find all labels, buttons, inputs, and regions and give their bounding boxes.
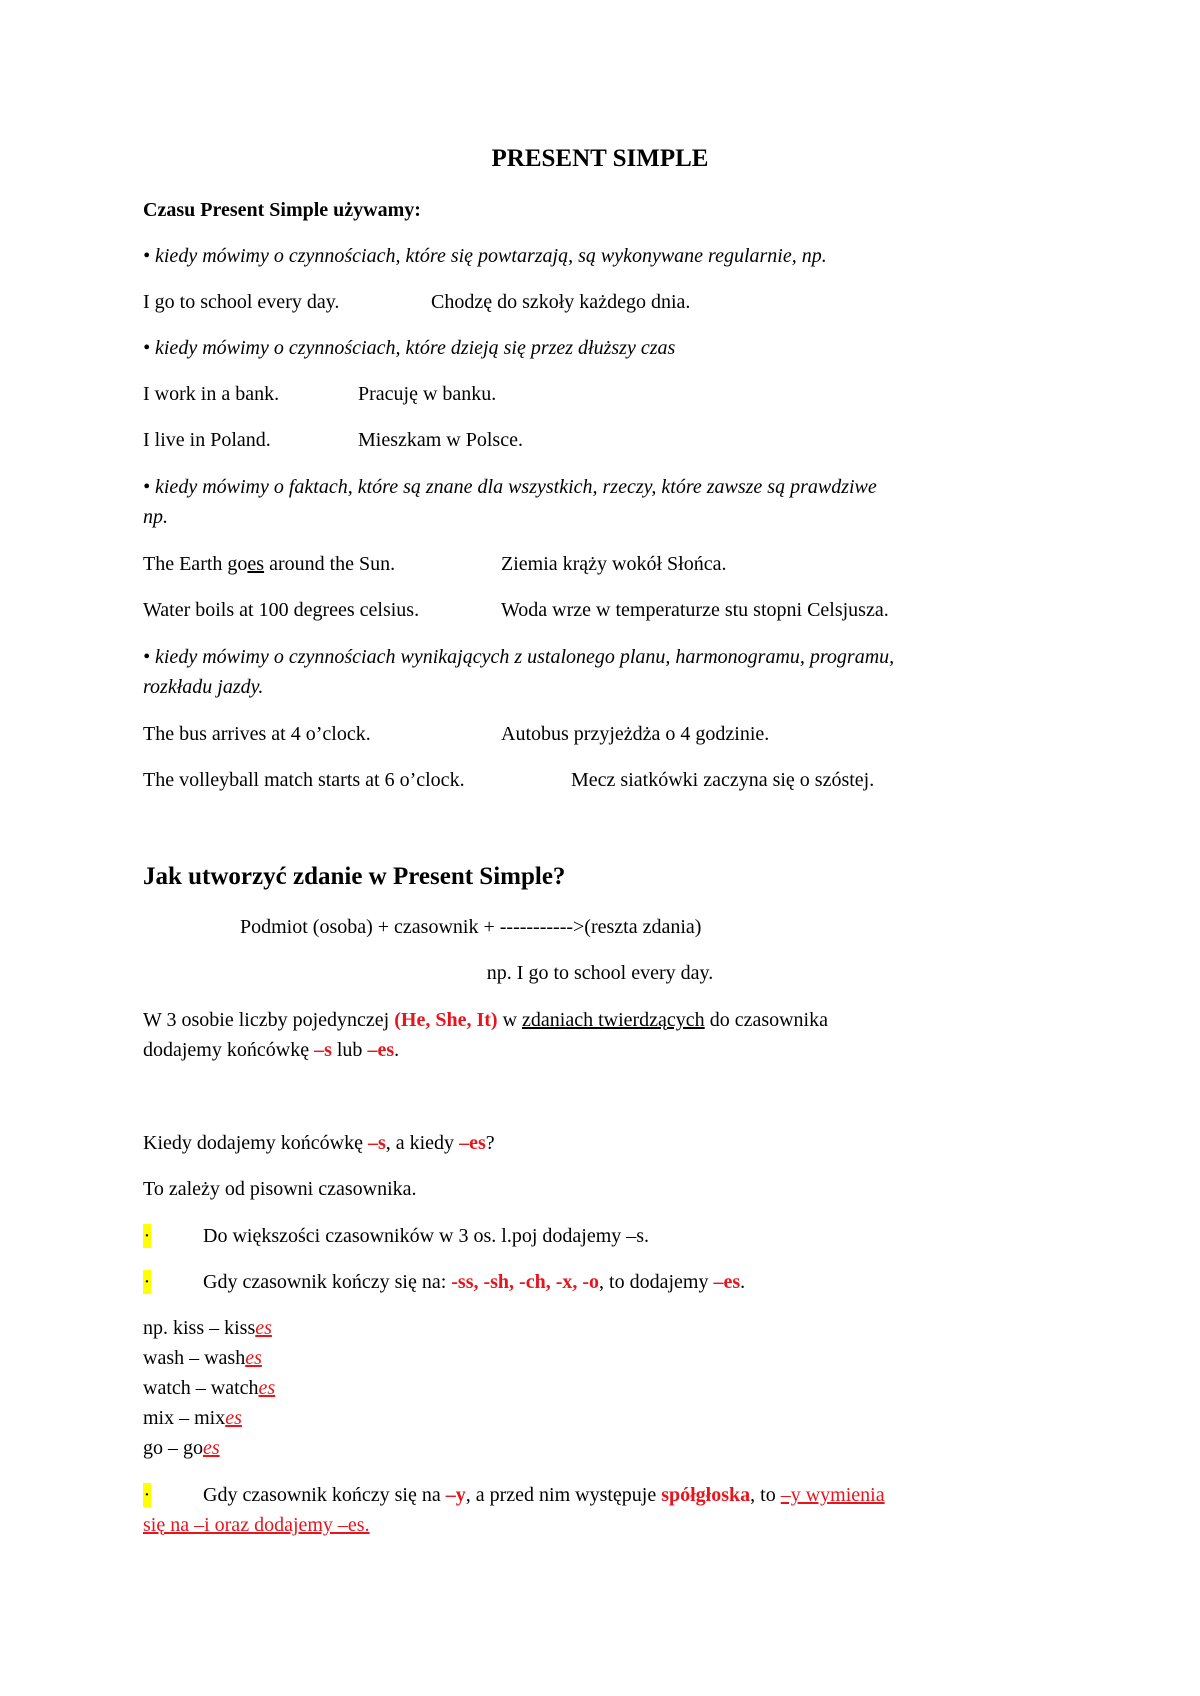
example-en (143, 553, 395, 575)
example-en: Water boils at 100 degrees celsius. (143, 599, 420, 621)
text: . (394, 1039, 400, 1061)
verb-base: go – go (143, 1437, 203, 1459)
usage-3-line-1: • kiedy mówimy o faktach, które są znane dla wszystkich, rzeczy, które zawsze są prawdziwe (143, 476, 877, 498)
bullet-3-line-2: się na –i oraz dodajemy –es. (143, 1514, 370, 1536)
example-verb-row (143, 1346, 262, 1370)
verb-suffix: es (203, 1437, 220, 1459)
verb-suffix: es (258, 1377, 276, 1399)
example-row-3b (143, 598, 889, 622)
usage-4-line-1: • kiedy mówimy o czynnościach wynikających z ustalonego planu, harmonogramu, programu, (143, 646, 895, 668)
text: do czasownika (704, 1009, 828, 1031)
text: lub (331, 1039, 368, 1061)
example-pl: Mieszkam w Polsce. (358, 429, 523, 451)
bullet-2 (143, 1270, 746, 1294)
example-row-1 (143, 290, 691, 314)
example-verb-row (143, 1436, 220, 1460)
consonant-word: spółgłoska (661, 1484, 751, 1506)
text: The Earth go (143, 553, 248, 575)
suffix-es: –es (367, 1039, 395, 1061)
verb-base: np. kiss – kiss (143, 1317, 256, 1339)
example-en: I live in Poland. (143, 429, 271, 451)
pronouns: (He, She, It) (394, 1009, 498, 1031)
text: around the Sun. (264, 553, 396, 575)
bullet-icon: · (143, 1225, 151, 1247)
formula: Podmiot (osoba) + czasownik + ----------->(reszta zdania) (240, 916, 702, 938)
example-en: I work in a bank. (143, 383, 280, 405)
example-row-4b (143, 768, 875, 792)
example-pl: Autobus przyjeżdża o 4 godzinie. (501, 723, 770, 745)
rule-line-2 (143, 1038, 399, 1062)
bullet-icon: · (143, 1271, 151, 1293)
verb-suffix: es (225, 1407, 242, 1429)
example-verb-row (143, 1406, 242, 1430)
section-heading: Jak utworzyć zdanie w Present Simple? (143, 863, 566, 890)
usage-2: • kiedy mówimy o czynnościach, które dzieją się przez dłuższy czas (143, 337, 676, 359)
example-en: The bus arrives at 4 o’clock. (143, 723, 371, 745)
usage-3-line-2: np. (143, 506, 168, 528)
text: Kiedy dodajemy końcówkę (143, 1132, 368, 1154)
suffix-s: –s (367, 1132, 386, 1154)
endings: -ss, -sh, -ch, -x, -o (451, 1271, 600, 1293)
example-en: The volleyball match starts at 6 o’clock. (143, 769, 465, 791)
verb-suffix: es (245, 1347, 262, 1369)
bullet-text (203, 1483, 885, 1507)
verb-base: wash – wash (143, 1347, 246, 1369)
bullet-text: Do większości czasowników w 3 os. l.poj dodajemy –s. (203, 1225, 650, 1247)
example-en: I go to school every day. (143, 291, 340, 313)
verb-suffix: es (255, 1317, 272, 1339)
text: , a kiedy (385, 1132, 460, 1154)
suffix-es: –es (459, 1132, 486, 1154)
text: . (740, 1271, 746, 1293)
text: , a przed nim występuje (465, 1484, 662, 1506)
usage-1: • kiedy mówimy o czynnościach, które się powtarzają, są wykonywane regularnie, np. (143, 245, 827, 267)
example-verb-row (143, 1316, 272, 1340)
example-row-3a (143, 552, 727, 576)
example-row-2a (143, 382, 497, 406)
text: W 3 osobie liczby pojedynczej (143, 1009, 395, 1031)
bullet-1 (143, 1224, 650, 1248)
text: ? (485, 1132, 495, 1154)
text: , to (750, 1484, 781, 1506)
question-line (143, 1131, 495, 1155)
example-pl: Ziemia krąży wokół Słońca. (501, 553, 727, 575)
suffix-y: –y (445, 1484, 466, 1506)
example-pl: Pracuję w banku. (358, 383, 497, 405)
bullet-text (203, 1270, 745, 1294)
text: w (497, 1009, 523, 1031)
underlined-phrase: zdaniach twierdzących (522, 1009, 705, 1031)
usage-4-line-2: rozkładu jazdy. (143, 676, 264, 698)
example-row-4a (143, 722, 770, 746)
example-pl: Woda wrze w temperaturze stu stopni Celsjusza. (501, 599, 889, 621)
underlined-suffix: es (247, 553, 265, 575)
suffix-s: –s (314, 1039, 332, 1061)
bullet-3 (143, 1483, 885, 1507)
text: , to dodajemy (599, 1271, 714, 1293)
verb-base: mix – mix (143, 1407, 226, 1429)
example-row-2b (143, 428, 523, 452)
intro-heading: Czasu Present Simple używamy: (143, 199, 421, 221)
formula-example: np. I go to school every day. (486, 962, 714, 984)
bullet-icon: · (143, 1484, 151, 1506)
rule-line-1 (143, 1008, 828, 1032)
underlined-rule: –y wymienia (780, 1484, 885, 1506)
example-verb-row (143, 1376, 275, 1400)
text: dodajemy końcówkę (143, 1039, 315, 1061)
example-pl: Chodzę do szkoły każdego dnia. (431, 291, 691, 313)
example-pl: Mecz siatkówki zaczyna się o szóstej. (571, 769, 875, 791)
text: Gdy czasownik kończy się na (203, 1484, 446, 1506)
page-title: PRESENT SIMPLE (491, 145, 709, 172)
verb-base: watch – watch (143, 1377, 259, 1399)
text: Gdy czasownik kończy się na: (203, 1271, 452, 1293)
suffix-es: –es (713, 1271, 741, 1293)
depends-line: To zależy od pisowni czasownika. (143, 1178, 417, 1200)
